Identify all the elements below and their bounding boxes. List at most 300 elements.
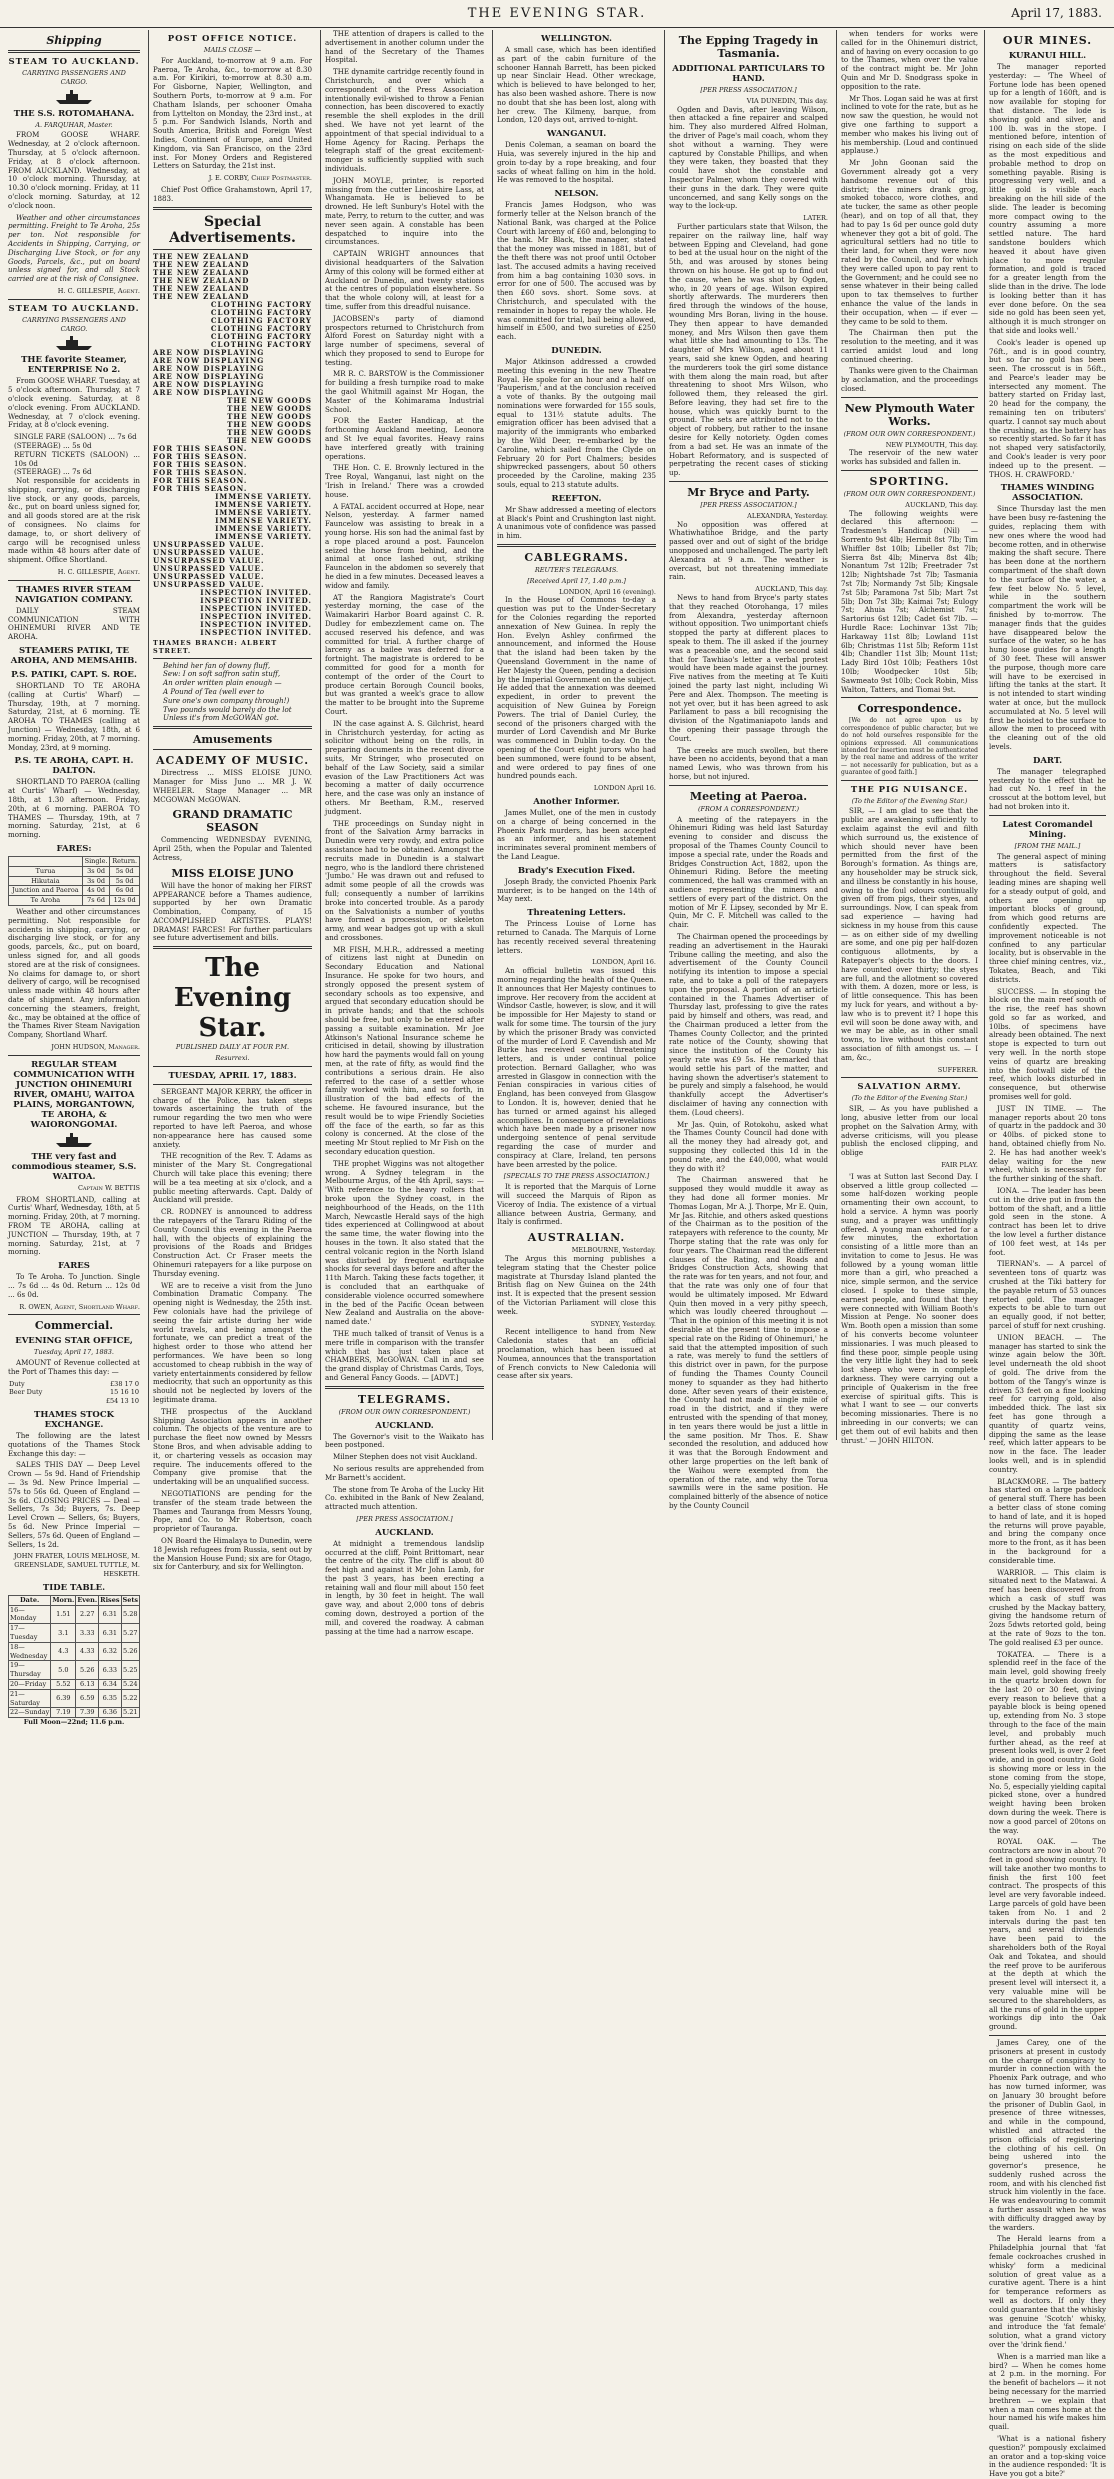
melbourne-location: MELBOURNE, Yesterday.: [571, 1246, 656, 1255]
table-cell: Duty: [9, 1379, 25, 1388]
bryce-text: No opposition was offered at Whatiwhatihoe Bridge, and the party passed over and out of sight of the bridge unopposed and unchallenged. The party left Alexandra at 9 a.m. The weather is overcast, but not threatening immediate rain.: [669, 519, 828, 582]
bryce-press: [PER PRESS ASSOCIATION.]: [700, 501, 797, 510]
steam1-agent: H. C. GILLESPIE, Agent.: [57, 286, 140, 295]
table-row: [8, 1397, 140, 1406]
wellington-text: A small case, which has been identified as part of the cabin furniture of the schooner Hannah Barrett, has been picked up near Sinclair Head. Other wreckage, which is believed to have belonged to her, has also been washed ashore. There is now no doubt that she has been lost, along with her crew. The Kilmeny, barque, from London, 120 days out, arrived to-night.: [497, 45, 656, 125]
ad-line: IMMENSE VARIETY.: [215, 523, 312, 533]
column-post-office: [148, 30, 316, 1572]
waitoa-fares: To Te Aroha. To Junction. Single ... 7s 6d ... 4s 0d. Return ... 12s 0d ... 6s 0d.: [8, 1272, 140, 1299]
news-paragraph: JACOBSEN's party of diamond prospectors returned to Christchurch from Alford Forest on Saturday night with a large number of specimens, several of which they proposed to send to Europe for testing.: [325, 313, 484, 367]
ad-line: CLOTHING FACTORY: [210, 315, 312, 325]
exchange-text: SALES THIS DAY — Deep Level Crown — 5s 9d. Hand of Friendship — 3s 9d. New Prince Imperial — 57s to 56s 6d. Queen of England — 3s 6d. CLOSING PRICES — Deal — Sellers, 7s 3d; Buyers, 7s. Deep Level Crown — Sellers, 6s; Buyers, 5s 6d. New Prince Imperial — Sellers, 57s 6d. Queen of England — Sellers, 1s 2d.: [8, 1460, 140, 1549]
coromandel-text4: IONA. — The leader has been cut in the drive put in from the bottom of the shaft, and a little gold seen in the stone. A contract has been let to drive the low level a further distance of 100 feet west, at 14s per foot.: [989, 1186, 1106, 1257]
divider: [8, 580, 140, 581]
poem-line: Sew: I on soft saffron satin stuff,: [163, 669, 281, 679]
paeroa-text3: Mr Jas. Quin, of Rotokohu, asked what the Thames County Council had done with all the money they had already got, and supposing they collected this 1d in the pound rate, and the £40,000, what would they do with it?: [669, 1119, 828, 1173]
column-news: [320, 29, 488, 1636]
pig-signature: SUFFERER.: [937, 1065, 978, 1074]
table-cell: 5s 0d: [110, 876, 140, 886]
table-cell: Junction and Paeroa: [9, 886, 83, 896]
table-row: [9, 1624, 140, 1643]
table-cell: 5.26: [121, 1642, 140, 1661]
column-header: Even.: [77, 1595, 98, 1604]
ad-line: CLOTHING FACTORY: [210, 323, 312, 333]
page-masthead: [0, 0, 1114, 28]
winding-text: Since Thursday last the men have been busy re-fastening the guides, replacing them with new ones where the wood had become rotten, and in otherwise making the shaft secure. There has been done at the northern compartment of the shaft down to the surface of the water, a few feet below No. 5 level, while in the southern compartment the work will be finished by to-morrow. The manager finds that the guides have disappeared below the surface of the water, so he has hung loose guides for a length of 30 feet. These will answer the purpose, though more care will have to be exercised in lifting the tanks at the start. It is not intended to start winding water at once, but the mullock accumulated at No. 5 level will first be hoisted to the surface to allow the men to proceed with the cleaning out of the old levels.: [989, 504, 1106, 751]
table-row: [8, 1380, 140, 1389]
sydney-location: SYDNEY, Yesterday.: [590, 1319, 656, 1328]
informer-heading: Another Informer.: [533, 796, 620, 807]
letters-text: The Princess Louise of Lorne has returned to Canada. The Marquis of Lorne has recently received several threatening letters.: [497, 919, 656, 955]
table-cell: 2.27: [76, 1605, 99, 1624]
poem-line: A Pound of Tea (well ever to: [163, 686, 265, 696]
table-row: [9, 886, 140, 896]
later-location: LATER.: [803, 214, 828, 223]
table-header-row: [9, 1595, 140, 1605]
steam2-heading: STEAM TO AUCKLAND.: [8, 303, 140, 314]
steam2-subheading: CARRYING PASSENGERS AND CARGO.: [22, 315, 126, 333]
ad-line: THE NEW GOODS: [227, 419, 312, 429]
table-cell: £38 17 0: [110, 1379, 139, 1388]
ad-line: UNSURPASSED VALUE.: [153, 547, 265, 557]
australian-text: The Argus this morning publishes a telegram stating that the Chester police magistrate at Thursday Island planted the British flag on New Guinea on the 24th inst. It is expected that the present session of the Victorian Parliament will close this week.: [497, 1254, 656, 1316]
steam2-agent: H. C. GILLESPIE, Agent.: [57, 568, 140, 577]
epping-location: VIA DUNEDIN, This day.: [746, 96, 828, 105]
juno-text: Will have the honor of making her FIRST APPEARANCE before a Thames audience, supported by her own Dramatic Combination, Company, of 15 ACCOMPLISHED ARTISTES. PLAYS! DRAMAS! FARCES! For further particulars see future advertisement and bills.: [153, 880, 312, 943]
patiki-text: SHORTLAND TO TE AROHA (calling at Curtis' Wharf) — Thursday, 19th, at 7 morning. Saturday, 21st, at 6 morning. TE AROHA TO THAMES (calling at Junction) — Wednesday, 18th, at 6 morning. Friday, 20th, at 7 morning. Monday, 23rd, at 9 morning.: [8, 681, 140, 752]
post-signature: J. E. CORBY, Chief Postmaster.: [208, 174, 312, 183]
ad-line: IMMENSE VARIETY.: [215, 499, 312, 509]
table-cell: 17—Tuesday: [9, 1624, 51, 1643]
ad-line: THE NEW ZEALAND: [153, 267, 250, 277]
table-cell: 6.13: [76, 1680, 99, 1690]
kuranui-heading: KURANUI HILL.: [1008, 51, 1087, 61]
news-paragraphs: [153, 1088, 312, 1572]
table-cell: 5.27: [121, 1624, 140, 1643]
table-row: [9, 1661, 140, 1680]
news-paragraph: THE recognition of the Rev. T. Adams as minister of the Mary St. Congregational Church will take place this evening; there will be a tea meeting at six o'clock, and a public meeting afterwards. Capt. Daldy of Auckland will preside.: [153, 1151, 312, 1205]
table-cell: 5.21: [121, 1708, 140, 1718]
divider: [669, 481, 828, 482]
news-paragraph: No serious results are apprehended from Mr Barnett's accident.: [325, 1463, 484, 1482]
ad-line: THE NEW GOODS: [227, 411, 312, 421]
misc-text4: 'What is a national fishery question?' pompously exclaimed an orator and a top-sking voice in the audience responded: 'It is Have you got a bite?': [989, 2434, 1106, 2479]
ad-line: THE NEW ZEALAND: [153, 259, 250, 269]
auckland2-text: At midnight a tremendous landslip occurred at the cliff, Point Brittomart, near the centre of the city. The cliff is about 80 feet high and against it Mr John Lamb, for the past 3 years, has been erecting a retaining wall and flour mill about 150 feet in length, by 30 feet in height. The wall gave way, and about 2,000 tons of debris coming down, destroyed a portion of the mill, and covered the roadway. A cabman passing at the time had a narrow escape.: [325, 1538, 484, 1636]
sporting-location: AUCKLAND, This day.: [905, 500, 978, 509]
table-row: [9, 866, 140, 876]
star-date: TUESDAY, APRIL 17, 1883.: [168, 1070, 297, 1081]
divider: [153, 726, 312, 729]
table-row: [9, 1708, 140, 1718]
column-header: Morn.: [52, 1595, 75, 1604]
post-location: Chief Post Office Grahamstown, April 17, 1883.: [153, 184, 312, 203]
ad-line: ARE NOW DISPLAYING: [153, 387, 265, 397]
bryce-text3: The creeks are much swollen, but there have been no accidents, beyond that a man named Lewis, who was thrown from his horse, but not injured.: [669, 745, 828, 781]
shipping-heading: Shipping: [46, 34, 102, 47]
ad-line: UNSURPASSED VALUE.: [153, 555, 265, 565]
auckland-heading: AUCKLAND.: [375, 1420, 434, 1431]
table-cell: 1.51: [51, 1605, 76, 1624]
steam2-schedule: From GOOSE WHARF. Tuesday, at 5 o'clock afternoon. Thursday, at 7 o'clock evening. Saturday, at 8 o'clock evening. From AUCKLAND. Wednesday, at 7 o'clock evening. Friday, at 8 o'clock evening.: [8, 376, 140, 430]
table-row: [9, 1680, 140, 1690]
divider: [989, 2035, 1106, 2036]
cable-text: In the House of Commons to-day a question was put to the Under-Secretary for the Colonies regarding the reported annexation of New Guinea. In reply the Hon. Evelyn Ashley confirmed the announcement, and informed the House that the island had been taken by the Queensland Government in the name of Her Majesty the Queen, pending a decision by the Imperial Government on the subject. He added that the annexation was deemed expedient, in order to prevent the acquisition of New Guinea by Foreign Powers. The trial of Daniel Curley, the second of the prisoners charged with the murder of Lord Cavendish and Mr Burke was commenced in Dublin to-day. On the opening of the Court eight jurors who had been summoned, were found to be absent, and were ordered to pay fines of one hundred pounds each.: [497, 595, 656, 781]
bryce-location2: AUCKLAND, This day.: [755, 585, 828, 594]
column-epping: [664, 30, 832, 1510]
paeroa-heading: Meeting at Paeroa.: [689, 789, 808, 803]
ad-lines: [153, 253, 312, 637]
news-paragraph: THE Hon. C. E. Brownly lectured in the Tree Royal, Wanganui, last night on the 'Irish in Ireland.' There was a crowded house.: [325, 463, 484, 499]
ad-line: THE NEW ZEALAND: [153, 291, 250, 301]
academy-text: Directress ... MISS ELOISE JUNO. Manager for Miss Juno ... MR J. W. WHEELER. Stage Manager ... MR MCGOWAN McGOWAN.: [153, 768, 312, 804]
cablegrams-received: [Received April 17, 1.40 p.m.]: [527, 576, 626, 585]
table-cell: 6.33: [99, 1661, 121, 1680]
grand-season-heading: GRAND DRAMATIC SEASON: [172, 808, 293, 835]
table-cell: 21—Saturday: [9, 1689, 51, 1708]
table-cell: 5.52: [51, 1680, 76, 1690]
clothing-factory-ad: [153, 253, 312, 655]
ad-line: UNSURPASSED VALUE.: [153, 539, 265, 549]
tearoha-text: SHORTLAND TO PAEROA (calling at Curtis' Wharf) — Wednesday, 18th, at 1.30 afternoon. Friday, 20th, at 6 morning. PAEROA TO THAMES — Thursday, 19th, at 7 morning. Saturday, 21st, at 6 morning.: [8, 777, 140, 840]
paeroa-subheading: (FROM A CORRESPONDENT.): [697, 804, 800, 813]
table-cell: 5.0: [51, 1661, 76, 1680]
table-cell: 6.31: [99, 1605, 121, 1624]
ad-line: INSPECTION INVITED.: [200, 587, 312, 597]
news-paragraph: The Chairman then put the resolution to the meeting, and it was carried amidst loud and long continued cheering.: [841, 328, 978, 364]
post-text: For Auckland, to-morrow at 9 a.m. For Paeroa, Te Aroha, &c., to-morrow at 8.30 a.m. For Kirikiri, to-morrow at 8.30 a.m. For Gisborne, Napier, Wellington, and Southern Ports, to-morrow at 9 a.m. For Chatham Islands, per schooner Omaha from Lyttelton on Monday, the 23rd inst., at 5 p.m. For Sandwich Islands, North and South America, British and Foreign West Indies, Continent of Europe, and United Kingdom, via San Francisco, on the 23rd inst. For Money Orders and Registered Letters on Saturday, the 21st inst.: [153, 55, 312, 171]
wellington-heading: WELLINGTON.: [541, 34, 612, 44]
ad-line: UNSURPASSED VALUE.: [153, 563, 265, 573]
waitoa-ship: THE very fast and commodious steamer, S.S. WAITOA.: [11, 1151, 137, 1182]
steam1-subheading: CARRYING PASSENGERS AND CARGO.: [22, 69, 126, 86]
table-cell: Hikutaia: [9, 876, 83, 886]
column-header: Sets: [122, 1595, 138, 1604]
fares-table: [8, 856, 140, 906]
sporting-subheading: (FROM OUR OWN CORRESPONDENT.): [843, 490, 976, 499]
table-cell: 3s 0d: [82, 866, 110, 876]
divider: [153, 207, 312, 210]
exchange-brokers: JOHN FRATER, LOUIS MELHOSE, M. GREENSLADE, SAMUEL TUTTLE, M. HESKETH.: [13, 1552, 140, 1579]
news-paragraph: Mr Thos. Logan said he was at first inclined to vote for the rate, but as he now saw the question, he would not give one farthing to support a member who makes his living out of his membership. (Loud and continued applause.): [841, 93, 978, 156]
table-cell: 6.32: [99, 1642, 121, 1661]
fare-line: RETURN TICKETS (SALOON) ... 10s 0d: [14, 449, 140, 468]
table-cell: 6.39: [51, 1689, 76, 1708]
winding-heading: THAMES WINDING ASSOCIATION.: [1000, 483, 1095, 504]
ad-line: INSPECTION INVITED.: [200, 603, 312, 613]
column-mines: [984, 30, 1110, 2479]
coromandel-text10: ROYAL OAK. — The contractors are now in about 70 feet in good showing country. It will take another two months to finish the first 100 feet contract. The prospects of this level are very favorable indeed. Large parcels of gold have been taken from No. 1 and 2 intervals during the past ten years, and several dividends have been paid to the shareholders both of the Royal Oak and Tokatea, and should the reef prove to be auriferous at the depth at which the present level will intersect it, a very valuable mine will be secured to the shareholders, as all the runs of gold in the upper workings dip into the Oak ground.: [989, 1837, 1106, 2032]
exchange-intro: The following are the latest quotations of the Thames Stock Exchange this day: —: [8, 1431, 140, 1458]
waitoa-captain: Captain W. BETTIS: [77, 1183, 140, 1192]
dunedin-heading: DUNEDIN.: [551, 345, 602, 356]
table-cell: 18—Wednesday: [9, 1642, 51, 1661]
table-row: [9, 1689, 140, 1708]
thames-text: DAILY STEAM COMMUNICATION WITH OHINEMURI RIVER AND TE AROHA.: [8, 605, 140, 642]
table-cell: 4s 0d: [82, 886, 110, 896]
table-cell: 6s 0d: [110, 886, 140, 896]
divider: [8, 1055, 140, 1056]
coromandel-text2: SUCCESS. — In stoping the block on the main reef south of the rise, the reef has shown gold so far as worked, and 10lbs. of specimens have already been obtained. The next stope is expected to turn out very well. In the north stope veins of quartz are breaking into the footwall side of the reef, which looks disturbed in consequence, but otherwise promises well for gold.: [989, 986, 1106, 1102]
table-cell: Te Aroha: [9, 896, 83, 906]
ad-line: FOR THIS SEASON.: [153, 451, 248, 461]
auckland-paragraphs: [325, 1433, 484, 1512]
water-subheading: (FROM OUR OWN CORRESPONDENT.): [843, 429, 976, 438]
news-paragraph: SERGEANT MAJOR KERRY, the officer in charge of the Police, has taken steps towards ascertaining the truth of the rumour regarding the two men who were reported to have left Paeroa, and whose non-appearance here has caused some anxiety.: [153, 1086, 312, 1149]
table-cell: 5.22: [121, 1689, 140, 1708]
table-cell: 5s 0d: [110, 866, 140, 876]
sydney-text: Recent intelligence to hand from New Caledonia states that an official proclamation, which has been issued at Noumea, announces that the transportation of French convicts to New Caledonia will cease after six years.: [497, 1327, 656, 1381]
tearoha-heading: P.S. TE AROHA, CAPT. H. DALTON.: [14, 756, 134, 777]
table-cell: 5.28: [121, 1605, 140, 1624]
dunedin-text: Major Atkinson addressed a crowded meeting this evening in the new Theatre Royal. He spoke for an hour and a half on 'Pauperism,' and at the conclusion received a vote of thanks. By the outgoing mail nominations were forwarded for 155 souls, equal to 131½ statute adults. The emigration officer has been advised that a majority of the immigrants who embarked by the Wild Deer, re-embarked by the Caroline, which sailed from the Clyde on February 20 for Port Chalmers; besides shipwrecked passengers, about 50 others proceeded by the Caroline, making 235 souls, equal to 213 statute adults.: [497, 356, 656, 490]
divider: [669, 785, 828, 786]
fares-agent: JOHN HUDSON, Manager.: [51, 1042, 140, 1051]
news-paragraph: CAPTAIN WRIGHT announces that divisional headquarters of the Salvation Army of this colony will be formed either at Auckland or Dunedin, and twenty stations at the centres of population elsewhere. So that the whole colony will, at least for a time, suffer from this dreadful nuisance.: [325, 249, 484, 311]
wanganui-text: Denis Coleman, a seaman on board the Huia, was severely injured in the hip and groin to-day by a rope breaking, and four sacks of wheat falling on him in the hold. He was removed to the hospital.: [497, 140, 656, 185]
table-cell: [8, 1397, 74, 1406]
news-paragraph: WE are to receive a visit from the Juno Combination Dramatic Company. The opening night is Wednesday, the 25th inst. Few colonials have had the privilege of seeing the fair artiste during her wide world travels, and being amongst the fortunate, we can predict a treat of the highest order to those who attend her performances. We have been so long accustomed to cheap rubbish in the way of variety entertainments considered by fellow mediocrity, that such an opportunity as this should not be neglected by lovers of the legitimate drama.: [153, 1280, 312, 1404]
star-motto: Resurrexi.: [215, 1054, 250, 1063]
ad-line: ARE NOW DISPLAYING: [153, 355, 265, 365]
news-paragraph: THE attention of drapers is called to the advertisement in another column under the hand of the Secretary of the Thames Hospital.: [325, 29, 484, 65]
ad-line: FOR THIS SEASON.: [153, 475, 248, 485]
ad-line: CLOTHING FACTORY: [210, 339, 312, 349]
ad-line: THE NEW ZEALAND: [153, 251, 250, 261]
tea-poem: [153, 662, 312, 724]
table-cell: 6.59: [76, 1689, 99, 1708]
reefton-heading: REEFTON.: [551, 493, 602, 504]
brady-text: Joseph Brady, the convicted Phoenix Park murderer, is to be hanged on the 14th of May next.: [497, 876, 656, 904]
epping-subheading: ADDITIONAL PARTICULARS TO HAND.: [672, 64, 825, 84]
table-cell: 4.33: [76, 1642, 99, 1661]
divider: [841, 780, 978, 781]
academy-heading: ACADEMY OF MUSIC.: [155, 754, 310, 768]
australian-heading: AUSTRALIAN.: [527, 1231, 626, 1245]
page-date: April 17, 1883.: [1011, 6, 1102, 20]
salvation-text: SIR, — As you have published a long, abusive letter from our local prophet on the Salvation Army, with adverse criticisms, will you please publish the enclosed clipping, and oblige: [841, 1104, 978, 1158]
ad-line: FOR THIS SEASON.: [153, 467, 248, 477]
fare-line: (STEERAGE) ... 5s 0d: [14, 440, 92, 450]
misc-text3: When is a married man like a bird? — When he comes home at 2 p.m. in the morning. For the benefit of bachelors — it not being necessary for the married brethren — we explain that when a man comes home at the hour named his wife makes him quail.: [989, 2351, 1106, 2432]
table-cell: Single.: [82, 857, 110, 867]
ad-line: IMMENSE VARIETY.: [215, 531, 312, 541]
news-paragraph: ON Board the Himalaya to Dunedin, were 18 Jewish refugees from Russia, sent out by the Mansion House Fund; six are for Otago, six for Canterbury, and six for Wellington.: [153, 1535, 312, 1572]
column-header: Rises: [100, 1595, 120, 1604]
kuranui-text: The manager reported yesterday: — 'The Wheel of Fortune lode has been opened up for a length of 160ft, and is now available for stoping for that distance. The lode is showing gold and silver, and 100 lb. was in the stope. I mentioned before, intention of rising on each side of the slide as the most expeditious and probable method to drop on something payable. Rising is progressing very well, and a little gold is visible each breaking on the hill side of the slide. The leader is becoming more compact owing to the country assuming a more settled nature. The hard sandstone boulders which heaved it about have given place to more regular formation, and gold is traced for a greater length from the slide than in the drive. The lode is looking better than it has ever done before. On the sea side no gold has been seen yet, although it is much stronger on that side and looks well.': [989, 62, 1106, 335]
news-paragraph: A FATAL accident occurred at Hope, near Nelson, yesterday. A farmer named Fauncelow was assisting to break in a young horse. His son had the animal fast by a rope placed around a post. Fauncelon seized the horse from behind, and the animal at once lashed out, striking Fauncelon in the abdomen so severely that he died in a few minutes. Deceased leaves a widow and family.: [325, 501, 484, 590]
table-cell: 6.31: [99, 1624, 121, 1643]
thames-steamers: STEAMERS PATIKI, TE AROHA, AND MEMSAHIB.: [10, 646, 138, 667]
post-heading: POST OFFICE NOTICE.: [167, 34, 298, 44]
news-paragraph: JOHN MOYLE, printer, is reported missing from the cutter Lincoshire Lass, at Whangamata. He is believed to be drowned. He left Sunbury's Hotel with the mate, Perry, to return to the cutter, and was never seen again. A constable has been despatched to inquire into the circumstances.: [325, 175, 484, 247]
steam1-ship: THE S.S. ROTOMAHANA.: [13, 108, 135, 119]
steam2-ship: THE favorite Steamer, ENTERPRISE No 2.: [21, 355, 127, 376]
column-correspondence: [836, 29, 982, 1445]
post-subheading: MAILS CLOSE —: [203, 46, 262, 54]
ad-line: FOR THIS SEASON.: [153, 443, 248, 453]
misc-text: James Carey, one of the prisoners at present in custody on the charge of conspiracy to murder in connection with the Phoenix Park outrage, and who has now turned informer, was on January 30 brought before the prisoner of Dublin Gaol, in presence of three witnesses, and while in the compound, whistled and attracted the prison officials of registering the clothing of his cell. On being ushered into the governor's presence, he suddenly rushed across the room, and with his clenched fist struck him violently in the face. He was endeavouring to commit a further assault when he was with difficulty dragged away by the warders.: [989, 2037, 1106, 2232]
ad-line: UNSURPASSED VALUE.: [153, 571, 265, 581]
divider: [153, 1066, 312, 1067]
divider: [841, 397, 978, 398]
kuranui-text2: Cook's leader is opened up 76ft., and is in good country, but so far no gold has been seen. The crosscut is in 56ft., and Pearce's leader may be intersected any moment. The battery started on Friday last, 20 head for the company, the remaining ten on tributers' quartz. I cannot say much about the crushing, as the battery has so recently started. So far it has not shaped very satisfactorily, and Cook's leader is very poor indeed up to the present. — THOS. H. CRAWFORD.': [989, 337, 1106, 479]
press-association-note: [PER PRESS ASSOCIATION.]: [356, 1514, 453, 1523]
epping-press: [PER PRESS ASSOCIATION.]: [700, 86, 797, 94]
ad-line: IMMENSE VARIETY.: [215, 515, 312, 525]
water-location: NEW PLYMOUTH, This day.: [885, 440, 978, 449]
divider: [8, 299, 140, 300]
salvation-text2: 'I was at Sutton last Second Day. I observed a little group collected — some half-dozen working people ornamenting their own account, to hold a service. A hymn was poorly sung, and a prayer was unfittingly offered. A young man exhorted for a few minutes, the exhortation consisting of a little more than an invitation to come to Jesus. He was followed by a young woman little more than a girl, who preached a nice, simple sermon, and the service closed. I spoke to these simple, earnest people, and found that they were connected with William Booth's Mission at Penge. No sooner does Wm. Booth open a mission than some of his converts become volunteer missionaries. I was much pleased to find these poor, simple people using the very little light they had to seek lost sheep who were in complete darkness. They were carrying out a principle of Quakerism in the free exercise of spiritual gifts. This is what I want to see — our converts becoming missionaries. There is no inbreeding in our converts; we can get them out of evil habits and then thrust.' — JOHN HILTON.: [841, 1171, 978, 1445]
salvation-to: (To the Editor of the Evening Star.): [851, 1094, 968, 1103]
table-cell: 20—Friday: [9, 1680, 51, 1690]
salvation-heading: SALVATION ARMY.: [857, 1082, 962, 1093]
paeroa-text4: The Chairman answered that he supposed they would muddle it away as they had done all former monies. Mr Thomas Logan, Mr A. J. Thorpe, Mr E. Quin, Mr Jas. Ritchie, and others asked questions of the Chairman as to the position of the ratepayers with reference to the county, Mr Thorpe stating that the rate was only for four years. The Chairman read the different clauses of the Rating, and Roads and Bridges Construction Acts, showing that the rate was for ten years, and not four, and that the rate was only one of four that would be ultimately imposed. Mr Edward Quin then moved in a very pithy speech, which was loudly cheered throughout — 'That in the opinion of this meeting it is not desirable at the present time to impose a special rate on the Riding of Ohinemuri,' he said that the attempted imposition of such a rate, was merely to fund the settlers of this district over in pawn, for the purpose of funding the Thames County Council money to squander as they had hitherto done. After seven years of their existence, the County had not made a single mile of road in the district, and if they were entrusted with the spending of that money, in ten years there would be just a little in the same position. Mr Thos. E. Shaw seconded the resolution, and adduced how it was that the Borough Endowment and other large properties on the left bank of the Waihou were exempted from the operation of the rate, and why the Torua sawmills were in the same position. He complained bitterly of the absence of notice by the County Council: [669, 1175, 828, 1510]
misc-text2: The Herald learns from a Philadelphia journal that 'fat female cockroaches crushed in whisky' form a medicinal solution of great value as a curative agent. There is a hint for temperance reformers as well as doctors. If only they could guarantee that the whisky was genuine 'Scotch' whisky, and introduce the 'fat female' solution, what a grand victory over the 'drink fiend.': [989, 2234, 1106, 2350]
thames-heading: THAMES RIVER STEAM NAVIGATION COMPANY.: [15, 584, 133, 605]
later-text: Further particulars state that Wilson, the repairer on the railway line, half way between Epping and Cleveland, had gone to bed at the usual hour on the night of the 5th, and was aroused by stones being thrown on his house. He got up to find out the cause, when he was shot by Ogden, who, in 20 years of age. Wilson expired shortly afterwards. The murderers then fired through the windows of the house, wounding Mrs Boran, living in the house. They then appear to have demanded money, and Mrs Wilson then gave them what little she had amounting to 13s. The daughter of Mrs Wilson, aged about 11 years, said she knew Ogden, and hearing the murderers took the girl some distance with them along the main road, but after threatening to shoot Mrs Wilson, who followed them, they released the girl. Before leaving, they had set fire to the house, which was quickly burnt to the ground. The sets are attributed not to the object of robbery, but rather to the insane desire for Kelly notoriety. Ogden comes from a bad set. He was an inmate of the Hobart Reformatory, and is suspected of perpetrating the recent cases of sticking up.: [669, 221, 828, 478]
divider: [8, 50, 140, 53]
informer-text: James Mullet, one of the men in custody on a charge of being concerned in the Phoenix Park murders, has been accepted as an informer, and his statement incriminates several prominent members of the Land League.: [497, 807, 656, 861]
news-paragraph: MR FISH, M.H.R., addressed a meeting of citizens last night at Dunedin on Secondary Education and National Insurance. He spoke for two hours, and strongly opposed the present system of secondary schools as too expensive, and argued that secondary education should be in private hands; and that the schools should be free, but only to be entered after passing a suitable examination. Mr Joe Atkinson's National Insurance scheme he criticised in detail, showing by illustration how hard the payments would fall on young men, at the rate of fifty, as would find the contributions a serious drain. He also referred to the case of a settler whose family worked with him, and so forth, in illustration of the bad effects of the scheme. He favoured insurance, but the result would be to wipe Friendly Societies off the face of the earth, so far as this colony is concerned. At the close of the meeting Mr Stout replied to Mr Fish on the secondary education question.: [325, 944, 484, 1157]
dart-text: The manager telegraphed yesterday to the effect that he had cut No. 1 reef in the crosscut at the bottom level, but had not broken into it.: [989, 766, 1106, 811]
table-row: [9, 1642, 140, 1661]
nelson-heading: NELSON.: [554, 189, 599, 200]
coromandel-heading: Latest Coromandel Mining.: [1002, 819, 1093, 840]
news-paragraph: FOR the Easter Handicap, at the forthcoming Auckland meeting, Leonora and St Ive equal favorites. Heavy rains have interfered greatly with training operations.: [325, 416, 484, 461]
regular-heading: REGULAR STEAM COMMUNICATION WITH JUNCTION OHINEMURI RIVER, OMAHU, WAITOA PLAINS, MORGANTOWN, TE AROHA, & WAIORONGOMAI.: [13, 1059, 135, 1130]
specials-note: [SPECIALS TO THE PRESS ASSOCIATION.]: [503, 1172, 650, 1181]
news-paragraph: MR R. C. BARSTOW is the Commissioner for building a fresh turnpike road to make the gaol Whitmill against Mr Hogan, the Master of the Kohimarama Industrial School.: [325, 369, 484, 414]
divider: [153, 658, 312, 659]
table-cell: 5.26: [76, 1661, 99, 1680]
divider: [497, 544, 656, 547]
news-paragraph: The Governor's visit to the Waikato has been postponed.: [325, 1431, 484, 1450]
table-cell: 4.3: [51, 1642, 76, 1661]
dart-heading: DART.: [1032, 755, 1063, 766]
divider: [841, 697, 978, 698]
ad-line: THE NEW GOODS: [227, 435, 312, 445]
ad-line: UNSURPASSED VALUE.: [153, 579, 265, 589]
table-cell: 3s 0d: [82, 876, 110, 886]
ad-line: ARE NOW DISPLAYING: [153, 379, 265, 389]
mines-heading: OUR MINES.: [1002, 34, 1093, 47]
telegrams-subheading: (FROM OUR OWN CORRESPONDENT.): [338, 1407, 471, 1416]
ad-line: INSPECTION INVITED.: [200, 619, 312, 629]
ad-line: CLOTHING FACTORY: [210, 331, 312, 341]
table-cell: Beer Duty: [9, 1388, 43, 1397]
column-telegrams: [492, 30, 660, 1440]
commercial-heading: Commercial.: [34, 1319, 114, 1333]
london-location: LONDON April 16.: [593, 784, 656, 793]
cablegrams-subheading: REUTER'S TELEGRAMS.: [534, 566, 619, 575]
ad-line: THE NEW ZEALAND: [153, 283, 250, 293]
steamship-icon: [8, 335, 140, 351]
nelson-text: Francis James Hodgson, who was formerly teller at the Nelson branch of the National Bank, was charged at the Police Court with larceny of £60 and, belonging to the bank. Mr Black, the manager, stated that the money was missed in 1881, but of the theft there was not proof until October last. The accused admits a having received from him a bag containing 1030 sovs. in error for one of 500. The accused was by then £60 sovs. short. Some sovs. at Christchurch, and speculated with the remainder in hopes to repay the whole. He was committed for trial, bail being allowed, himself in £500, and two sureties of £250 each.: [497, 200, 656, 342]
pig-text: SIR, — I am glad to see that the public are awakening sufficiently to exclaim against the evil and filth which surround us, the existence of which should never have been permitted from the first of the Borough's formation. As things are, any householder may be struck sick, and illness be constantly in his house, owing to the foul odours continually given off from pigs, their styes, and surroundings. Now, I can speak from sad experience — having had sickness in my house from this cause — as on either side of my dwelling are some, and one pig per half-dozen contiguous allotments, by a Ratepayer's objects to the doors. I have counted over thirty; the styes are full, and the allotment so covered with them. A dozen, more or less, is of little consequence. This has been my luck for years, and without a by-law who is to prevent it? I hope this evil will soon be done away with, and we may be able, as in other small towns, to live without this constant association of filth amongst us. — I am, &c.,: [841, 806, 978, 1062]
divider: [841, 1077, 978, 1078]
correspondence-heading: Correspondence.: [857, 702, 962, 716]
news-paragraph: THE proceedings on Sunday night in front of the Salvation Army barracks in Dunedin were very rowdy, and extra police assistance had to be obtained. Amongst the recruits made in Dunedin is a stalwart negro, who is the landlord there christened 'Jumbo.' He was drawn out and refused to admit some people of all the crowds was full; consequently a number of larrikins broke into concerted trouble. As a parody on the Salvationists a number of youths have formed a procession, or skeleton army, and wear badges got up with a skull and crossbones.: [325, 818, 484, 942]
cablegrams-heading: CABLEGRAMS.: [524, 551, 629, 565]
ad-line: IMMENSE VARIETY.: [215, 507, 312, 517]
news-paragraph: Mr John Goonan said the Government already got a very handsome revenue out of this district; the miners drank grog, smoked tobacco, wore clothes, and ate tucker, the same as other people (hear), and on top of all that, they had to pay 1s 6d per ounce gold duty whenever they got a bit of gold. The agricultural settlers had no title to their land, for when they were now rated by the Council, and for which they were called upon to pay rent to the Government; and he could see no sense whatever in their being called upon to tax themselves to further enhance the value of the lands in their occupation, when — if ever — they came to be sold to them.: [841, 158, 978, 326]
correspondence-note: [We do not agree upon us by correspondence of public character, but we do not hold ourselves responsible for the opinions expressed. All communications intended for insertion must be authenticated by the real name and address of the writer — not necessarily for publication, but as a guarantee of good faith.]: [841, 717, 978, 777]
poem-line: An order written plain enough —: [163, 678, 282, 688]
coromandel-text5: TIERNAN's. — A parcel of seventeen tons of quartz was crushed at the Tiki battery for the payable return of 53 ounces retorted gold. The manager expects to be able to turn out an equally good, if not better, parcel of stuff for next crushing.: [989, 1259, 1106, 1330]
ad-line: ARE NOW DISPLAYING: [153, 371, 265, 381]
salvation-signature: FAIR PLAY.: [941, 1160, 978, 1169]
table-cell: £54 13 10: [105, 1397, 139, 1406]
ad-line: CLOTHING FACTORY: [210, 307, 312, 317]
table-cell: 16—Monday: [9, 1605, 51, 1624]
news-paragraph: CR. RODNEY is announced to address the ratepayers of the Tararu Riding of the County Council this evening in the Paeroa hall, with the objects of explaining the provisions of the Roads and Bridges Construction Act. Cr Fraser meets the Ohinemuri ratepayers for a like purpose on Thursday evening.: [153, 1207, 312, 1278]
steam2-weather: Not responsible for accidents in shipping, carrying, or discharging live stock, or any goods, parcels, &c., put on board unless signed for, and all goods stored are at the risk of consignees. No claims for damage, to, or short delivery of cargo will be recognised unless made within 48 hours after date of shipment. Office Shortland.: [8, 476, 140, 565]
water-heading: New Plymouth Water Works.: [844, 401, 975, 428]
table-row: [9, 876, 140, 886]
tide-heading: TIDE TABLE.: [42, 1582, 106, 1593]
waitoa-agent: R. OWEN, Agent, Shortland Wharf.: [19, 1302, 140, 1311]
news-paragraph: AT the Rangiora Magistrate's Court yesterday morning, the case of the Waimakariri Harbor Board against C. R. Dudley for embezzlement came on. The accused reserved his defence, and was committed for trial. A further charge of larceny as a bailee was deferred for a fortnight. The magistrate is ordered to be committed for good for a month for contempt of the order of the Court to produce certain Borough Council books, but was granted a week's grace to allow the matter to be brought into the Supreme Court.: [325, 592, 484, 716]
table-row: [8, 1388, 140, 1397]
special-ads-heading: Special Advertisements.: [169, 213, 296, 246]
steamship-icon: [8, 89, 140, 105]
news-paragraph: THE prophet Wiggins was not altogether wrong. A Sydney telegram in the Melbourne Argus, of the 4th April, says: — 'With reference to the heavy rollers that broke upon the Sydney coast, in the neighbourhood of the Heads, on the 11th March, Newcastle Herald says of the high tides experienced at Collingwood at about the same time, the water flowing into the houses in the town. It also stated that the central volcanic region in the North Island was disturbed by frequent earthquake shocks for several days before and after the 11th March. Taking these facts together, it is concluded that an earthquake of considerable violence occurred somewhere in the bed of the Pacific Ocean between New Zealand and Australia on the above-named date.': [325, 1158, 484, 1327]
pig-heading: THE PIG NUISANCE.: [850, 784, 969, 795]
table-cell: 6.36: [99, 1708, 121, 1718]
table-cell: Turua: [9, 866, 83, 876]
juno-heading: MISS ELOISE JUNO: [171, 866, 294, 880]
tide-moon: Full Moon—22nd; 11.6 p.m.: [23, 1718, 125, 1727]
table-row: [9, 896, 140, 906]
waitoa-fares-heading: FARES: [58, 1261, 90, 1272]
news-paragraph: Milner Stephen does not visit Auckland.: [333, 1452, 478, 1462]
exchange-heading: THAMES STOCK EXCHANGE.: [34, 1410, 114, 1431]
epping-heading: The Epping Tragedy in Tasmania.: [678, 34, 819, 60]
revenue-text: AMOUNT of Revenue collected at the Port of Thames this day: —: [8, 1358, 140, 1376]
grand-season-text: Commencing WEDNESDAY EVENING, April 25th, when the Popular and Talented Actress,: [153, 835, 312, 862]
ad-line: ARE NOW DISPLAYING: [153, 363, 265, 373]
column-shipping: [4, 30, 144, 1727]
poem-line: Two pounds would barely do the lot: [163, 704, 292, 714]
water-text: The reservoir of the new water works has subsided and fallen in.: [841, 448, 978, 467]
steam1-master: A. FARQUHAR, Master.: [35, 120, 113, 129]
coromandel-text7: BLACKMORE. — The battery has started on a large paddock of general stuff. There has been a better class of stone coming to hand of late, and it is hoped the returns will prove payable, and bring the company once more to the front, as it has been in the background for a considerable time.: [989, 1476, 1106, 1565]
reefton-text: Mr Shaw addressed a meeting of electors at Black's Point and Crushington last night. A unanimous vote of confidence was passed in him.: [497, 504, 656, 541]
specials-text: It is reported that the Marquis of Lorne will succeed the Marquis of Ripon as Viceroy of India. The existence of a virtual alliance between Austria, Germany, and Italy is confirmed.: [497, 1182, 656, 1227]
ad-line: CLOTHING FACTORY: [210, 299, 312, 309]
page-title: THE EVENING STAR.: [467, 6, 647, 21]
epping-text: Ogden and Davis, after leaving Wilson, then attacked a fine repairer and scalped him. They also murdered Alfred Holman, the driver of Page's mail coach, whom they shot without a warning. They were captured by Constable Phillips, and when they were taken, they boasted that they could have shot the constable and Inspector Palmer, whom they covered with their guns in the dark. They were quite unconcerned, and sang Kelly songs on the way to the lock-up.: [669, 104, 828, 211]
table-cell: 5.25: [121, 1661, 140, 1680]
table-cell: 7.19: [51, 1708, 76, 1718]
fare-line: SINGLE FARE (SALOON) ... 7s 6d: [14, 432, 137, 442]
news-paragraph: THE prospectus of the Auckland Shipping Association appears in another column. The objects of the venture are to purchase the fleet now owned by Messrs Stone Bros, and when advisable adding to it, or chartering vessels as occasion may require. The inducements offered to the Company give promise that the undertaking will be an unqualified success.: [153, 1406, 312, 1487]
table-cell: 3.33: [76, 1624, 99, 1643]
poem-line: Sure one's own company through!): [163, 695, 290, 705]
table-cell: 7.39: [76, 1708, 99, 1718]
divider: [153, 749, 312, 750]
sporting-text: The following weights were declared this afternoon: — Tradesmen's Handicap (Nil) — Sorrento 9st 4lb; Hermit 8st 7lb; Tim Whiffler 8st 10lb; Libeller 8st 7lb; Sierra 8st 4lb; Minerva 8st 4lb; Nonantum 7st 12lb; Freetrader 7st 12lb; Nightshade 7st 7lb; Tasmania 7st 7lb; Normandy 7st 5lb; Kingsale 7st 5lb; Paramona 7st 5lb; Mart 7st 5lb; Don 7st 3lb; Kaimai 7st; Eulogy 7st; Ahuia 7st; Alchemist 7st; Sartorius 6st 12lb; Cadet 6st 7lb. — Hurdle Race: Lochinvar 13st 7lb; Harkaway 11st 8lb; Lowland 11st 6lb; Christmas 11st 5lb; Reform 11st 4lb; Chandler 11st 3lb; Mount 11st; Lady Bird 10st 10lb; Feathers 10st 10lb; Woodpecker 10st 5lb; Sawmeato 9st 10lb; Cock Robin, Miss Walton, Tatters, and Tiomai 9st.: [841, 508, 978, 694]
news-paragraph: THE much talked of transit of Venus is a mere trifle in comparison with the transfer which that has just taken place at CHAMBERS, McGOWAN. Call in and see the grand display of Christmas Cards, Toys, and General Fancy Goods. — [ADVT.]: [325, 1328, 484, 1382]
coromandel-subheading: [FROM THE MAIL.]: [1014, 841, 1081, 850]
office-date: Tuesday, April 17, 1883.: [34, 1348, 114, 1357]
column-header: Date.: [9, 1595, 51, 1605]
paeroa-text2: The Chairman opened the proceedings by reading an advertisement in the Hauraki Tribune calling the meeting, and also the advertisement of the County Council notifying its intention to impose a special rate, and to take a poll of the ratepayers upon the proposal. A portion of an article contained in the Thames Advertiser of Thursday last, professing to give the rates paid by himself and others, was read, and the Chairman produced a letter from the Thames County Collector, and the printed rate notice of the County, showing that since the institution of the County his yearly rate was £9 5s. He remarked that would settle his part of the matter, and having shown the advertiser's statement to be purely and simply a falsehood, he would thankfully accept the Advertiser's disclaimer of having any connection with them. (Loud cheers).: [669, 931, 828, 1117]
table-cell: 6.34: [99, 1680, 121, 1690]
table-cell: 12s 0d: [110, 896, 140, 906]
amusements-heading: Amusements: [192, 733, 273, 747]
